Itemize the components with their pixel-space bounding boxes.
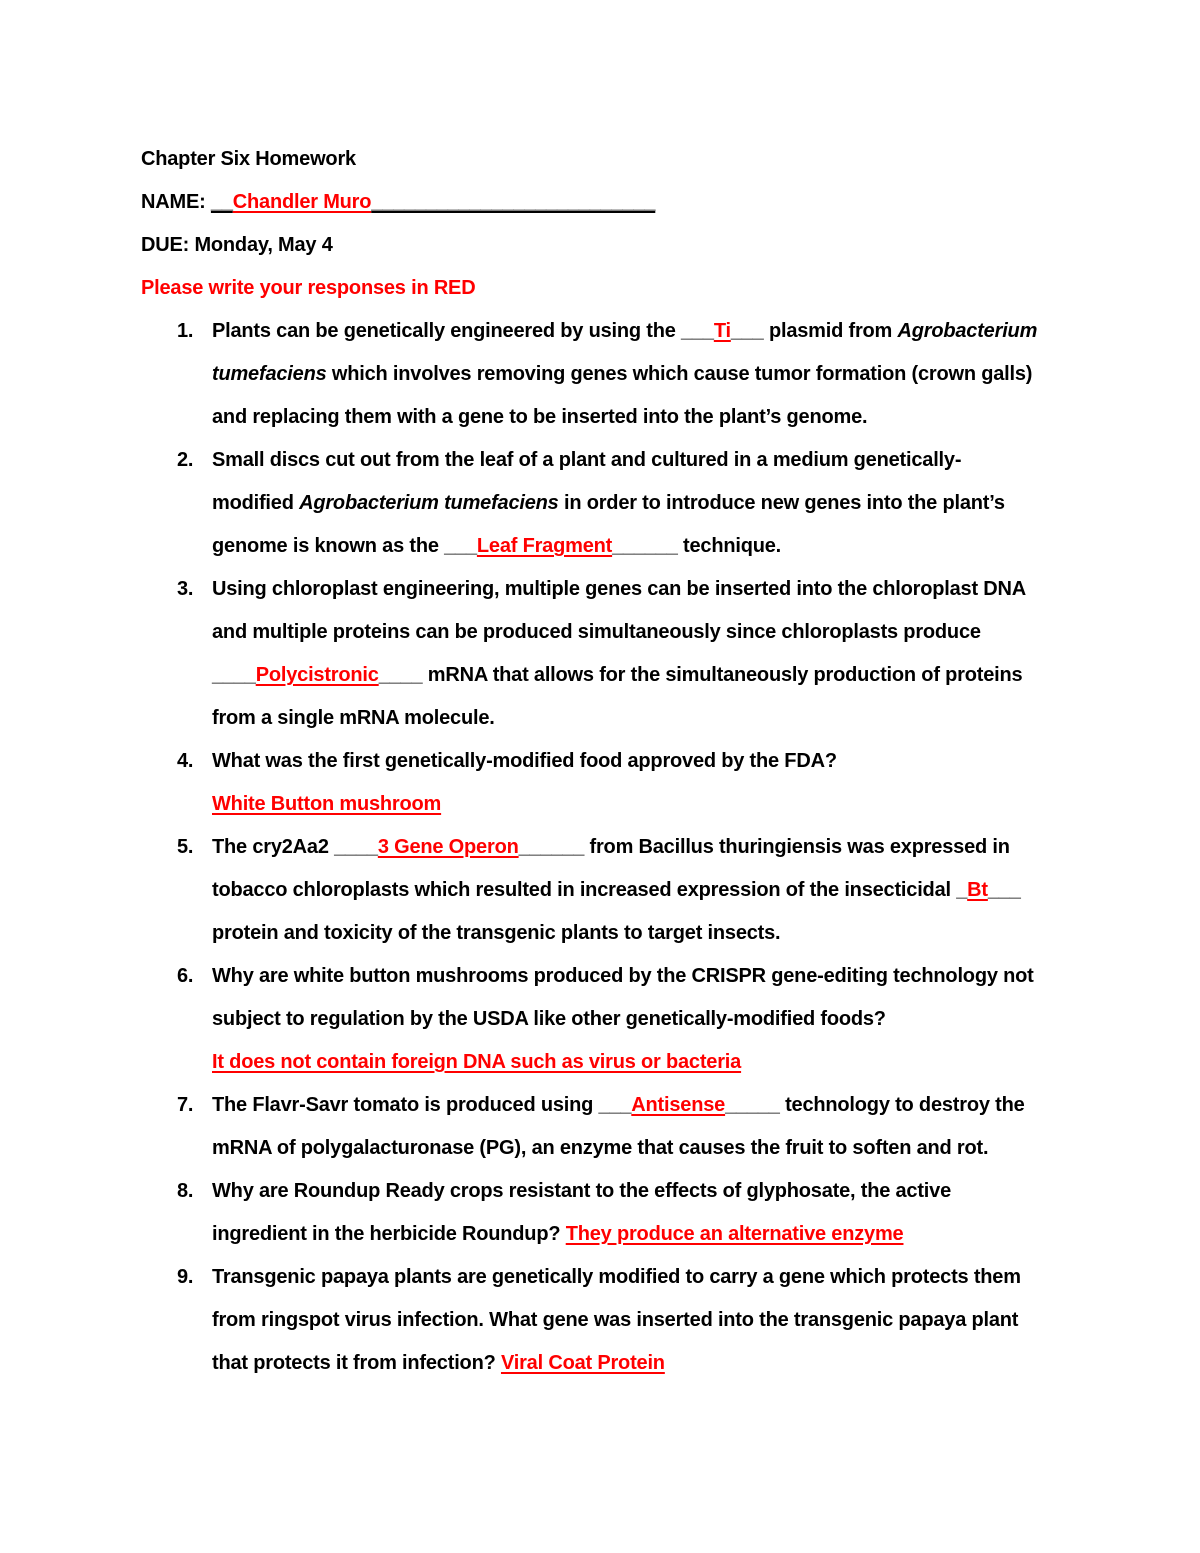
question-number: 6. (177, 965, 194, 987)
answer-blank: ____ (212, 664, 256, 686)
q5-line-3: protein and toxicity of the transgenic plants to target insects. (212, 922, 781, 944)
question-3 (141, 568, 1061, 740)
q3-line-2: and multiple proteins can be produced simultaneously since chloroplasts produce (212, 621, 981, 643)
name-label: NAME: (141, 191, 211, 213)
q9-text-c: that protects it from infection? (212, 1352, 501, 1374)
student-name: Chandler Muro (232, 191, 372, 213)
answer-text: Leaf Fragment (476, 535, 613, 557)
q8-line-2 (212, 1213, 1061, 1256)
q5-line-1 (212, 826, 1061, 869)
answer-text: Ti (713, 320, 731, 342)
q7-text-a: The Flavr-Savr tomato is produced using (212, 1094, 599, 1116)
answer-text: Antisense (631, 1094, 726, 1116)
q4-line-1: What was the first genetically-modified food approved by the FDA? (212, 750, 837, 772)
question-number: 2. (177, 449, 194, 471)
q8-text-b: ingredient in the herbicide Roundup? (212, 1223, 566, 1245)
q2-text-b2: in order to introduce new genes into the plant’s (558, 492, 1005, 514)
question-1 (141, 310, 1061, 439)
q1-text-italic: tumefaciens (212, 363, 327, 385)
q6-line-2: subject to regulation by the USDA like other genetically-modified foods? (212, 1008, 886, 1030)
answer-blank: ______ (612, 535, 678, 557)
answer-blank: ___ (598, 1094, 632, 1116)
answer-text: Bt (967, 879, 988, 901)
q1-line-1 (212, 310, 1061, 353)
answer-blank: ____ (334, 836, 378, 858)
question-number: 1. (177, 320, 194, 342)
question-number: 4. (177, 750, 194, 772)
question-number: 9. (177, 1266, 194, 1288)
question-number: 7. (177, 1094, 194, 1116)
name-blank-pre: __ (210, 191, 233, 213)
q3-line-3 (212, 654, 1061, 697)
q1-line-3: and replacing them with a gene to be inserted into the plant’s genome. (212, 406, 868, 428)
q2-line-2 (212, 482, 1061, 525)
q2-line-1: Small discs cut out from the leaf of a plant and cultured in a medium genetically- (212, 449, 962, 471)
question-6 (141, 955, 1061, 1084)
q1-text-c: plasmid from (763, 320, 898, 342)
answer-text: They produce an alternative enzyme (565, 1223, 904, 1245)
q8-line-1: Why are Roundup Ready crops resistant to the effects of glyphosate, the active (212, 1180, 951, 1202)
answer-text: It does not contain foreign DNA such as virus or bacteria (212, 1051, 742, 1073)
q2-text-c2: technique. (677, 535, 782, 557)
homework-body (141, 138, 1061, 1385)
question-8 (141, 1170, 1061, 1256)
q2-line-3 (212, 525, 1061, 568)
q9-line-1: Transgenic papaya plants are genetically modified to carry a gene which protects them (212, 1266, 1021, 1288)
q7-line-1 (212, 1084, 1061, 1127)
answer-text: White Button mushroom (212, 793, 442, 815)
q5-text-a: The cry2Aa2 (212, 836, 335, 858)
question-list (141, 310, 1061, 1385)
name-blank-post: __________________________ (371, 191, 656, 213)
answer-blank: _____ (725, 1094, 780, 1116)
question-9 (141, 1256, 1061, 1385)
answer-blank: ______ (518, 836, 585, 858)
answer-blank: ___ (444, 535, 477, 557)
q3-text-c: mRNA that allows for the simultaneously production of proteins (422, 664, 1023, 686)
q2-text-b: modified (212, 492, 300, 514)
q2-text-italic: Agrobacterium tumefaciens (299, 492, 559, 514)
question-5 (141, 826, 1061, 955)
q3-line-4: from a single mRNA molecule. (212, 707, 495, 729)
q6-line-1: Why are white button mushrooms produced by the CRISPR gene-editing technology not (212, 965, 1034, 987)
name-line (141, 181, 1061, 224)
q7-text-a2: technology to destroy the (779, 1094, 1025, 1116)
question-number: 3. (177, 578, 194, 600)
q9-line-3 (212, 1342, 1061, 1385)
answer-blank: ___ (681, 320, 714, 342)
q1-text-d: which involves removing genes which cause tumor formation (crown galls) (326, 363, 1033, 385)
answer-text: Viral Coat Protein (500, 1352, 665, 1374)
due-date: DUE: Monday, May 4 (141, 234, 333, 256)
doc-title: Chapter Six Homework (141, 148, 356, 170)
question-number: 5. (177, 836, 194, 858)
q3-line-1: Using chloroplast engineering, multiple genes can be inserted into the chloroplast DNA (212, 578, 1027, 600)
question-4 (141, 740, 1061, 826)
q1-line-2 (212, 353, 1061, 396)
answer-text: 3 Gene Operon (377, 836, 519, 858)
q1-text-a: Plants can be genetically engineered by using the (212, 320, 682, 342)
q7-line-2: mRNA of polygalacturonase (PG), an enzyme that causes the fruit to soften and rot. (212, 1137, 989, 1159)
answer-text: Polycistronic (255, 664, 379, 686)
instructions: Please write your responses in RED (141, 277, 476, 299)
q5-text-b: tobacco chloroplasts which resulted in increased expression of the insecticidal (212, 879, 957, 901)
answer-blank: ____ (378, 664, 423, 686)
q2-text-c: genome is known as the (212, 535, 445, 557)
answer-blank: _ (956, 879, 968, 901)
q1-text-italic: Agrobacterium (897, 320, 1038, 342)
question-number: 8. (177, 1180, 194, 1202)
q5-line-2 (212, 869, 1061, 912)
question-7 (141, 1084, 1061, 1170)
answer-blank: ___ (730, 320, 764, 342)
q9-line-2: from ringspot virus infection. What gene was inserted into the transgenic papaya plant (212, 1309, 1019, 1331)
answer-blank: ___ (987, 879, 1021, 901)
question-2 (141, 439, 1061, 568)
q5-text-a2: from Bacillus thuringiensis was expressed in (584, 836, 1010, 858)
